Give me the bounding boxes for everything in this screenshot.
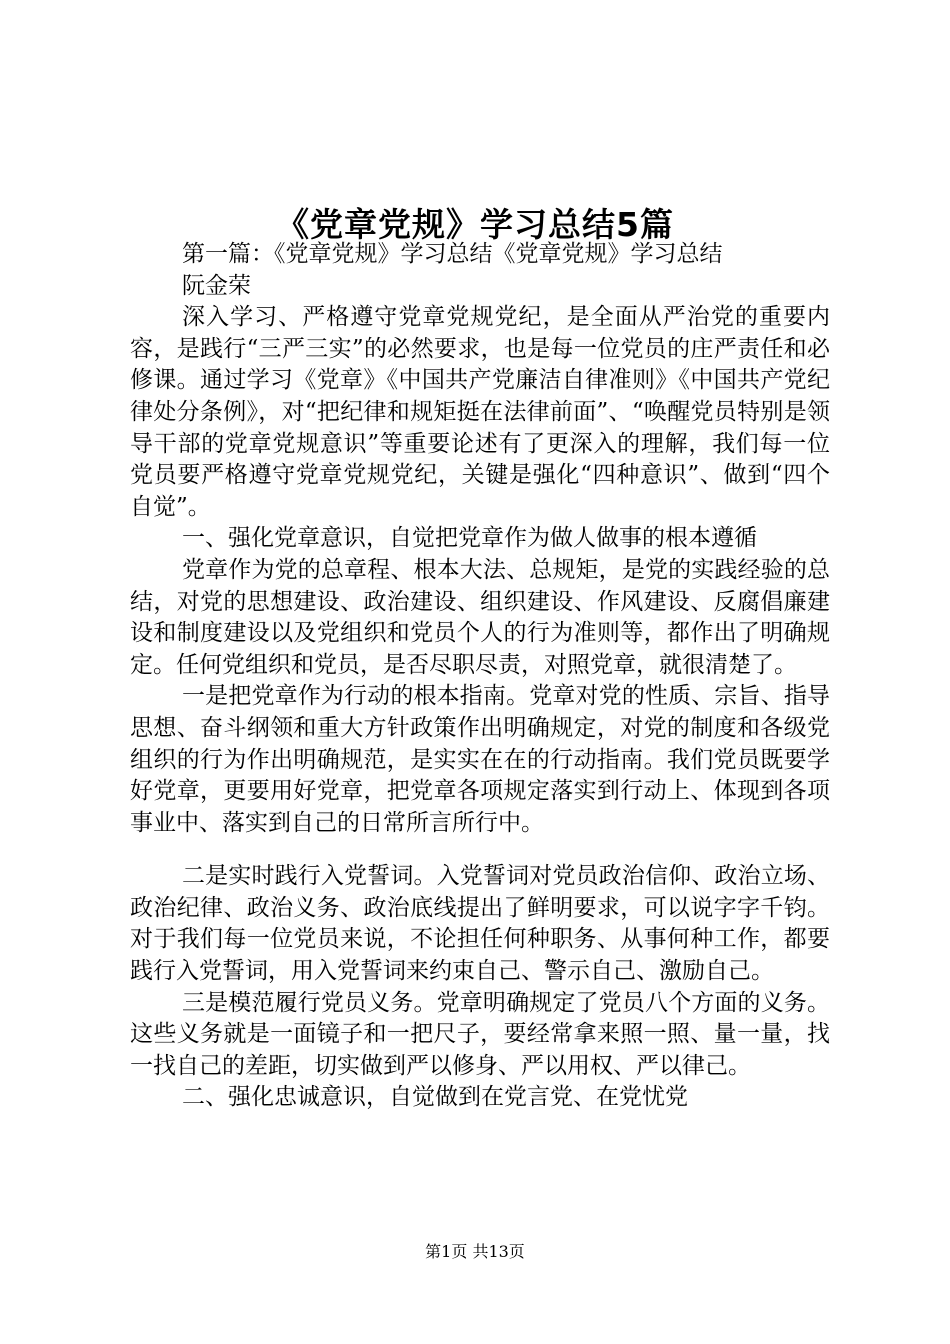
paragraph: 二是实时践行入党誓词。入党誓词对党员政治信仰、政治立场、政治纪律、政治义务、政治底线提出了鲜明要求，可以说字字千钧。对于我们每一位党员来说，不论担任何种职务、从事何种工作，都要践行入党誓词，用入党誓词来约束自己、警示自己、激励自己。 [130,863,830,985]
subheading: 一、强化党章意识，自觉把党章作为做人做事的根本遵循 [182,525,757,552]
document-title: 《党章党规》学习总结5篇 [276,205,674,245]
section-heading: 第一篇：《党章党规》学习总结《党章党规》学习总结 [182,241,723,267]
page-footer: 第1页 共13页 [425,1242,525,1261]
paragraph: 三是模范履行党员义务。党章明确规定了党员八个方面的义务。这些义务就是一面镜子和一把尺子，要经常拿来照一照、量一量，找一找自己的差距，切实做到严以修身、严以用权、严以律己。 [130,989,830,1079]
subheading: 二、强化忠诚意识，自觉做到在党言党、在党忧党 [182,1084,688,1111]
paragraph: 党章作为党的总章程、根本大法、总规矩，是党的实践经验的总结，对党的思想建设、政治建设、组织建设、作风建设、反腐倡廉建设和制度建设以及党组织和党员个人的行为准则等，都作出了明确规定。任何党组织和党员，是否尽职尽责，对照党章，就很清楚了。 [130,556,830,678]
paragraph: 一是把党章作为行动的根本指南。党章对党的性质、宗旨、指导思想、奋斗纲领和重大方针政策作出明确规定，对党的制度和各级党组织的行为作出明确规范，是实实在在的行动指南。我们党员既要学好党章，更要用好党章，把党章各项规定落实到行动上、体现到各项事业中、落实到自己的日常所言所行中。 [130,683,830,836]
author-name: 阮金荣 [182,272,251,299]
paragraph: 深入学习、严格遵守党章党规党纪，是全面从严治党的重要内容，是践行“三严三实”的必然要求，也是每一位党员的庄严责任和必修课。通过学习《党章》《中国共产党廉洁自律准则》《中国共产党纪律处分条例》，对“把纪律和规矩挺在法律前面”、“唤醒党员特别是领导干部的党章党规意识”等重要论述有了更深入的理解，我们每一位党员要严格遵守党章党规党纪，关键是强化“四种意识”、做到“四个自觉”。 [130,304,830,520]
document-body [130,239,830,1114]
